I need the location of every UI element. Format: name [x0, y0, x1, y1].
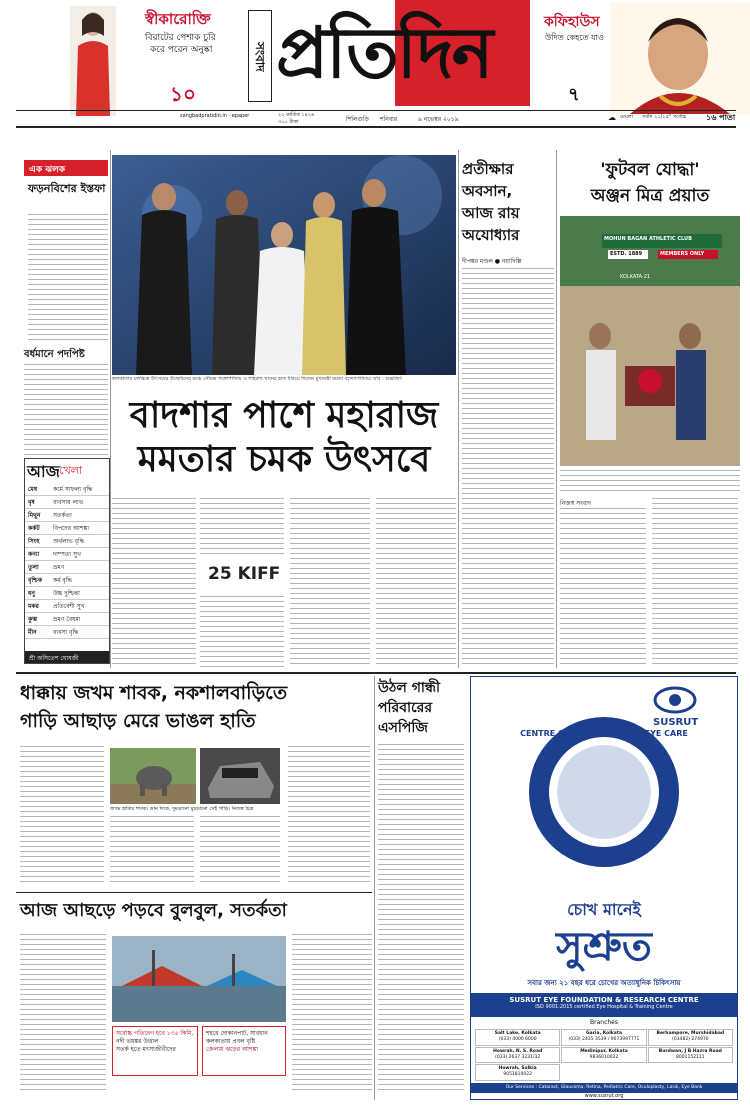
- branch-phone: (033) 4000 6000: [498, 1037, 537, 1042]
- aaj-row-sign: মীন: [28, 629, 37, 636]
- branch-phone: 9051810022: [503, 1072, 532, 1078]
- aaj-row: [25, 587, 109, 600]
- elephant-body-col1: [20, 746, 104, 886]
- club-estd: ESTD. 1889: [610, 251, 643, 257]
- susrut-ring: [529, 717, 679, 867]
- aaj-row-text: প্রতিবেশী সুখ: [53, 603, 85, 610]
- gandhi-line3: এসপিজি: [378, 720, 428, 736]
- promo-left-line2: করে পরেন অনুষ্কা: [150, 45, 213, 55]
- date-bar-top-rule: [16, 110, 736, 111]
- lead-body-col3: [290, 498, 370, 668]
- aaj-footer-text: শ্রী অসিতেশ ঘোষজী: [29, 655, 79, 662]
- masthead: [0, 0, 750, 128]
- elephant-caption: জখম হাতির শাবক। ডান দিকে, দুমড়ানো মুচড়ানো সেই গাড়ি। নিজস্ব চিত্র: [110, 806, 254, 812]
- story2-title[interactable]: বর্ধমানে পদপিষ্ট: [24, 349, 85, 360]
- aaj-row-text: ভ্রমণ বৈষম্য: [53, 616, 81, 623]
- football-caption: [560, 470, 740, 494]
- elephant-headline-line2[interactable]: গাড়ি আছাড় মেরে ভাঙল হাতি: [20, 710, 256, 732]
- aaj-row: [25, 483, 109, 496]
- aaj-row: [25, 574, 109, 587]
- aaj-row: [25, 561, 109, 574]
- aaj-row-sign: কর্কট: [28, 525, 40, 532]
- aaj-row-text: অর্থলাভ বৃদ্ধি: [53, 538, 85, 545]
- bulbul-body-col2: [292, 934, 372, 1094]
- elephant-body-col2: [110, 816, 194, 886]
- ayodhya-byline: দীপঙ্কর মণ্ডল ● নয়াদিল্লি: [462, 258, 522, 265]
- aaj-row-sign: মিথুন: [28, 512, 41, 519]
- aaj-row: [25, 600, 109, 613]
- sep-lower: [374, 676, 375, 1100]
- page-count: ১৬ পাতা: [706, 113, 736, 122]
- bulbul-box2-line3: জেলায় ঝড়ের আশঙ্কা: [206, 1046, 258, 1053]
- date: ৯ নভেম্বর ২০১৯: [418, 116, 459, 123]
- aaj-row-text: সতর্কতা: [53, 512, 72, 519]
- bulbul-photo[interactable]: [112, 936, 286, 1022]
- aaj-row-text: কর্ম বৃদ্ধি: [53, 577, 72, 584]
- lead-body-col2: [200, 498, 284, 556]
- football-byline: নিজস্ব সংবাদ: [560, 500, 592, 507]
- bulbul-box1: [112, 1026, 198, 1076]
- branch-cell: [648, 1029, 733, 1046]
- bulbul-box2-line1: শহরে দোকানপাট, সাবধান: [206, 1030, 268, 1037]
- susrut-sub: সবার জন্য ২১ বছর ধরে চোখের অত্যাধুনিক চিকিৎসায়: [527, 979, 681, 987]
- kiff-logo[interactable]: [200, 558, 284, 592]
- susrut-services: Our Services : Cataract, Glaucoma, Retina, Pediatric Care, Oculoplasty, Lasik, Eye Bank: [505, 1085, 703, 1090]
- ayodhya-body: [462, 268, 554, 668]
- bulbul-box1-line1: সর্বোচ্চ গতিবেগ হবে ১৩৫ কিমি,: [116, 1030, 194, 1037]
- football-headline-line2[interactable]: অঞ্জন মিত্র প্রয়াত: [590, 186, 710, 206]
- promo-right-page: ৭: [568, 84, 580, 105]
- club-sign-text: MOHUN BAGAN ATHLETIC CLUB: [604, 236, 692, 242]
- aaj-row: [25, 613, 109, 626]
- promo-left-line1: বিরাটের পেশাক চুরি: [145, 33, 216, 43]
- newspaper-logo[interactable]: প্রতিদিন: [276, 12, 492, 94]
- susrut-ring-center: [557, 745, 651, 839]
- branch-phone: 9836010022: [589, 1054, 619, 1060]
- branch-name: Medinipur, Kolkata: [580, 1048, 628, 1054]
- aaj-row-sign: কুম্ভ: [28, 616, 37, 623]
- ayodhya-line3: আজ রায়: [462, 204, 520, 222]
- bulbul-body-col1: [20, 934, 106, 1094]
- aaj-row-sign: সিংহ: [28, 538, 40, 545]
- branch-phone: (033) 2435 3539 / 9073997771: [568, 1037, 640, 1042]
- promo-left-title[interactable]: স্বীকারোক্তি: [145, 10, 211, 28]
- aaj-row: [25, 522, 109, 535]
- aaj-row-text: ভ্রমণ: [53, 564, 65, 571]
- edition: শিলিগুড়ি: [346, 116, 369, 123]
- sangbad-vertical-text: সংবাদ: [253, 42, 267, 72]
- branch-cell: [475, 1047, 560, 1064]
- aaj-footer: [25, 651, 109, 663]
- football-body-col1: [560, 508, 646, 668]
- susrut-ring-text: CENTRE OF EXCELLENCE IN EYE CARE: [520, 729, 688, 738]
- branch-name: Berhampore, Murshidabad: [656, 1031, 725, 1036]
- aaj-row-text: ব্যবসায় লাভ: [53, 499, 84, 506]
- aaj-rows: [25, 483, 109, 639]
- sep-right: [556, 150, 557, 668]
- story1-title[interactable]: ফড়নবিশের ইস্তফা: [28, 182, 106, 195]
- elephant-body-col4: [288, 746, 370, 886]
- lead-body-col2b: [200, 596, 284, 668]
- weather: মেঘলা: [620, 114, 634, 120]
- aaj-row-sign: ধনু: [28, 590, 35, 597]
- weekday: শনিবার: [380, 116, 398, 123]
- site-urls[interactable]: sangbadpratidin.in · epaper: [180, 113, 250, 119]
- bulbul-box2: [202, 1026, 286, 1076]
- story1-body: [28, 214, 108, 344]
- aaj-row-text: কর্মে সাফল্য বৃদ্ধি: [53, 486, 93, 493]
- gandhi-headline[interactable]: [378, 678, 464, 738]
- year-line2: ৩০০ টাকা: [278, 119, 299, 125]
- aaj-row-sign: মকর: [28, 603, 39, 610]
- bulbul-headline[interactable]: আজ আছড়ে পড়বে বুলবুল, সতর্কতা: [20, 900, 287, 921]
- section-rule: [16, 672, 736, 674]
- club-members: MEMBERS ONLY: [660, 251, 705, 257]
- lead-photo-caption: কলকাতায় চলচ্চিত্র উৎসবের উদ্বোধনের মঞ্চে সৌরভ গঙ্গোপাধ্যায় ও শাহরুখ খানের হাত ধরিয়ে দিলেন মুখ্যমন্ত্রী মমতা বন্দ্যোপাধ্যায়। ছবি : শুভজিৎ: [112, 376, 402, 382]
- lead-body-col4: [376, 498, 456, 668]
- aaj-row-sign: বৃশ্চিক: [28, 577, 43, 584]
- susrut-tagline: চোখ মানেই: [567, 900, 641, 919]
- sep-left: [110, 150, 111, 668]
- football-photo[interactable]: [560, 216, 740, 466]
- kiff-logo-text: 25 KIFF: [208, 564, 281, 584]
- lead-body-col1: [112, 498, 196, 668]
- branch-name: Burdwan, J B Hazra Road: [658, 1048, 722, 1054]
- aaj-row-text: বিপদের আশঙ্কা: [53, 525, 89, 532]
- aaj-row-sign: বৃষ: [28, 499, 35, 506]
- lead-headline-line2[interactable]: মমতার চমক উৎসবে: [137, 439, 431, 480]
- cloud-icon: ☁: [608, 113, 616, 122]
- elephant-headline-line1[interactable]: ধাক্কায় জখম শাবক, নকশালবাড়িতে: [20, 682, 288, 704]
- susrut-url[interactable]: www.susrut.org: [584, 1093, 624, 1099]
- ek-jhalak-label: এক ঝলক: [29, 165, 66, 175]
- susrut-ad[interactable]: [470, 676, 738, 1100]
- story2-body: [24, 364, 108, 456]
- promo-left-page: ১০: [170, 82, 196, 106]
- ek-jhalak-tag: [24, 160, 108, 176]
- branch-name: Howrah, N. S. Road: [493, 1048, 543, 1054]
- aaj-row-text: উচ্চ দুশ্চিন্তা: [53, 590, 80, 597]
- bulbul-box1-line3: সতর্ক হতে মৎস্যজীবীদের: [116, 1046, 176, 1053]
- elephant-photo-2[interactable]: [200, 748, 280, 804]
- branch-cell: [648, 1047, 733, 1064]
- bulbul-box2-line2: কলকাতায় প্রবল বৃষ্টি: [206, 1038, 256, 1045]
- temperature: সর্বনি ২১/২৫° সর্বোচ্চ: [642, 114, 687, 120]
- susrut-foundation: SUSRUT EYE FOUNDATION & RESEARCH CENTRE: [509, 996, 699, 1004]
- susrut-eye-icon: [653, 685, 697, 715]
- aaj-row-sign: মেষ: [28, 486, 38, 493]
- sangbad-strip: [248, 10, 272, 102]
- susrut-foundation-bar: [471, 993, 737, 1017]
- ayodhya-line4: অযোধ্যার: [462, 226, 520, 244]
- susrut-brand: SUSRUT: [653, 717, 699, 728]
- aaj-row: [25, 509, 109, 522]
- susrut-services-bar: [471, 1083, 737, 1093]
- date-bar-bottom-rule: [16, 126, 736, 128]
- branch-cell: [561, 1047, 646, 1064]
- sep-mid: [458, 150, 459, 668]
- football-headline-line1[interactable]: 'ফুটবল যোদ্ধা': [600, 160, 700, 180]
- bulbul-top-rule: [16, 892, 372, 893]
- ayodhya-line1: প্রতীক্ষার: [462, 160, 514, 178]
- football-body-col2: [652, 498, 738, 668]
- susrut-branches-title: Branches: [590, 1019, 618, 1026]
- aaj-row-sign: কন্যা: [28, 551, 40, 558]
- gandhi-body: [378, 744, 464, 1094]
- ayodhya-line2: অবসান,: [462, 182, 513, 200]
- susrut-branches: [475, 1029, 733, 1081]
- aaj-box: [24, 458, 110, 664]
- promo-right-line: উদিত কেহতে যাও: [545, 33, 604, 42]
- gandhi-line2: পরিবারের: [378, 700, 433, 716]
- lead-headline-line1[interactable]: বাদশার পাশে মহারাজ: [129, 395, 439, 436]
- aaj-title-sub: খেলা: [59, 464, 83, 477]
- aaj-row: [25, 496, 109, 509]
- susrut-iso: ISO 9001:2015 certified Eye Hospital & Training Centre: [535, 1004, 673, 1010]
- promo-right-photo[interactable]: [610, 2, 750, 114]
- aaj-row: [25, 535, 109, 548]
- year-line1: ২২ কার্তিক ১৪২৬: [278, 112, 315, 118]
- elephant-photo-1[interactable]: [110, 748, 196, 804]
- aaj-row: [25, 548, 109, 561]
- club-kolkata: KOLKATA-21: [620, 274, 651, 280]
- aaj-row-text: ব্যবসা বৃদ্ধি: [53, 629, 79, 636]
- lead-photo[interactable]: [112, 155, 456, 375]
- branch-phone: (033) 2637 3231/32: [495, 1054, 541, 1060]
- elephant-body-col3: [200, 816, 280, 886]
- gandhi-line1: উঠল গান্ধী: [378, 680, 441, 696]
- susrut-name: সুশ্রুত: [556, 924, 652, 970]
- branch-phone: 8001152111: [676, 1054, 705, 1060]
- branch-name: Salt Lake, Kolkata: [494, 1031, 541, 1036]
- bulbul-box1-line2: নদী ভয়ঙ্কর উত্তাল: [116, 1038, 159, 1045]
- branch-name: Garia, Kolkata: [585, 1031, 623, 1036]
- aaj-title: আজ: [27, 462, 60, 481]
- branch-cell: [475, 1064, 560, 1081]
- aaj-row: [25, 626, 109, 639]
- branch-cell: [561, 1029, 646, 1046]
- branch-cell: [475, 1029, 560, 1046]
- aaj-row-text: দাম্পত্য সুখ: [53, 551, 81, 558]
- branch-name: Howrah, Salkia: [498, 1066, 537, 1072]
- promo-right-title[interactable]: কফিহাউস: [544, 14, 600, 30]
- aaj-row-sign: তুলা: [28, 564, 39, 571]
- ayodhya-headline[interactable]: [462, 158, 554, 246]
- promo-left-photo[interactable]: [70, 6, 116, 116]
- branch-phone: (03482) 274970: [672, 1037, 709, 1042]
